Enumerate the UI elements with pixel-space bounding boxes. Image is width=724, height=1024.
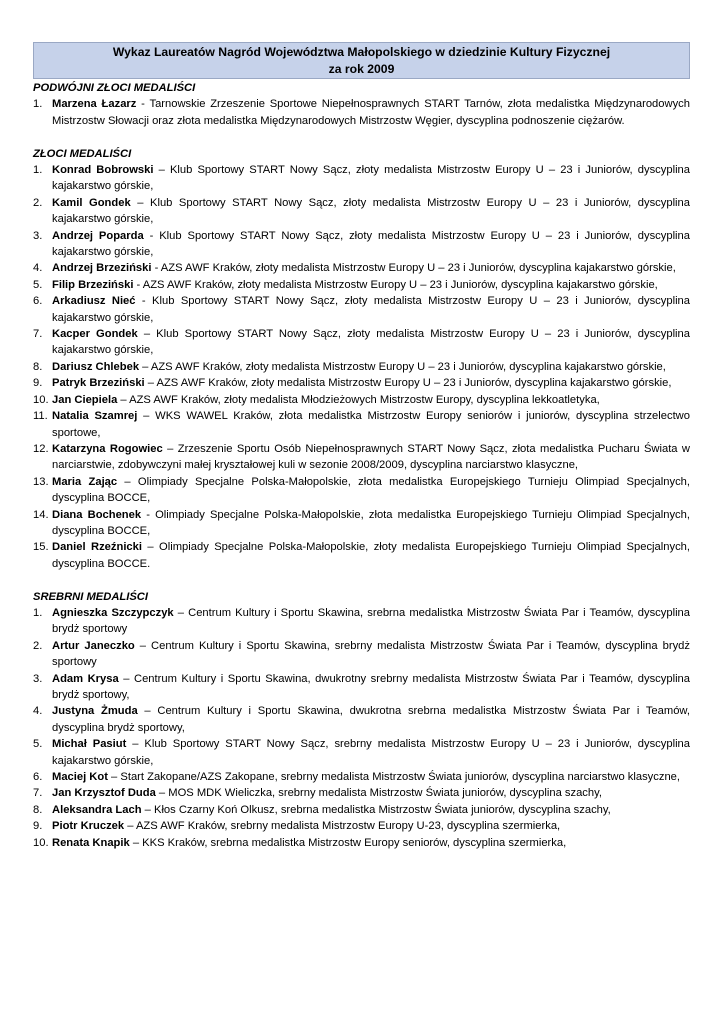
laureate-name: Agnieszka Szczypczyk — [52, 606, 174, 619]
list-item — [33, 441, 690, 474]
laureate-description: – Centrum Kultury i Sportu Skawina, srebrna medalistka Mistrzostw Świata Par i Teamów, dyscyplina brydż sportowy — [52, 606, 691, 636]
list-item — [33, 507, 690, 540]
laureate-name: Konrad Bobrowski — [52, 164, 154, 177]
item-number: 11. — [33, 410, 48, 423]
section-header: SREBRNI MEDALIŚCI — [33, 590, 148, 603]
section — [33, 146, 690, 573]
laureate-description: – Klub Sportowy START Nowy Sącz, złoty medalista Mistrzostw Europy U – 23 i Juniorów, dyscyplina kajakarstwo górskie, — [52, 328, 690, 357]
list-item — [33, 277, 690, 293]
item-number: 1. — [33, 164, 43, 177]
item-number: 5. — [33, 738, 43, 751]
laureate-name: Maria Zając — [52, 475, 118, 488]
laureate-name: Marzena Łazarz — [52, 98, 137, 111]
list-item — [33, 802, 690, 818]
laureate-name: Kacper Gondek — [52, 328, 138, 341]
item-number: 6. — [33, 295, 43, 308]
laureate-description: – Klub Sportowy START Nowy Sącz, srebrny medalista Mistrzostw Europy U – 23 i Juniorów, dyscyplina kajakarstwo górskie, — [52, 738, 691, 767]
title-line-1: Wykaz Laureatów Nagród Województwa Małopolskiego w dziedzinie Kultury Fizycznej — [112, 45, 611, 59]
entry-list — [33, 605, 690, 851]
item-number: 10. — [33, 393, 49, 406]
laureate-name: Renata Knapik — [52, 836, 130, 849]
list-item — [33, 96, 690, 129]
item-number: 13. — [33, 475, 49, 488]
item-number: 8. — [33, 803, 43, 816]
item-number: 15. — [33, 541, 49, 554]
item-number: 1. — [33, 98, 43, 111]
laureate-name: Jan Ciepiela — [52, 393, 118, 406]
laureate-name: Maciej Kot — [52, 771, 108, 784]
list-item — [33, 736, 690, 769]
laureate-description: - Olimpiady Specjalne Polska-Małopolskie, złota medalistka Europejskiego Turnieju Olimpiad Specjalnych, dyscyplina BOCCE, — [52, 508, 690, 537]
item-number: 7. — [33, 787, 43, 800]
item-number: 4. — [33, 262, 43, 275]
laureate-description: - Tarnowskie Zrzeszenie Sportowe Niepełnosprawnych START Tarnów, złota medalistka Międzynarodowych Mistrzostw Słowacji oraz złota medalistka Międzynarodowych Mistrzostw Węgier, dyscyplina podnoszenie ciężarów. — [52, 98, 690, 127]
laureate-name: Piotr Kruczek — [52, 820, 125, 833]
item-number: 9. — [33, 377, 43, 390]
list-item — [33, 392, 690, 408]
laureate-description: – Kłos Czarny Koń Olkusz, srebrna medalistka Mistrzostw Świata juniorów, dyscyplina szachy, — [141, 803, 611, 816]
laureate-description: – Klub Sportowy START Nowy Sącz, złoty medalista Mistrzostw Europy U – 23 i Juniorów, dyscyplina kajakarstwo górskie, — [52, 164, 691, 193]
laureate-name: Natalia Szamrej — [52, 410, 138, 423]
laureate-description: – Centrum Kultury i Sportu Skawina, srebrny medalista Mistrzostw Świata Par i Teamów, dyscyplina brydż sportowy — [52, 639, 690, 669]
list-item — [33, 326, 690, 359]
item-number: 3. — [33, 672, 43, 685]
laureate-name: Justyna Żmuda — [52, 705, 138, 718]
list-item — [33, 228, 690, 261]
list-item — [33, 703, 690, 736]
list-item — [33, 260, 690, 276]
item-number: 3. — [33, 229, 43, 242]
title-line-2: za rok 2009 — [328, 62, 395, 76]
list-item — [33, 605, 690, 638]
laureate-description: – AZS AWF Kraków, złoty medalista Mistrzostw Europy U – 23 i Juniorów, dyscyplina kajakarstwo górskie, — [139, 360, 666, 373]
laureate-description: – Start Zakopane/AZS Zakopane, srebrny medalista Mistrzostw Świata juniorów, dyscyplina narciarstwo klasyczne, — [107, 771, 681, 784]
laureate-name: Katarzyna Rogowiec — [52, 442, 163, 455]
section — [33, 80, 690, 129]
laureate-name: Andrzej Brzeziński — [52, 262, 152, 275]
list-item — [33, 408, 690, 441]
laureate-name: Kamil Gondek — [52, 196, 131, 209]
laureate-name: Adam Krysa — [52, 672, 119, 685]
section-header: ZŁOCI MEDALIŚCI — [33, 147, 132, 160]
laureate-name: Jan Krzysztof Duda — [52, 787, 156, 800]
item-number: 7. — [33, 328, 43, 341]
list-item — [33, 835, 690, 851]
laureate-description: – Centrum Kultury i Sportu Skawina, dwukrotny srebrny medalista Mistrzostw Świata Par i Teamów, dyscyplina brydż sportowy, — [52, 672, 691, 701]
laureate-description: – MOS MDK Wieliczka, srebrny medalista Mistrzostw Świata juniorów, dyscyplina szachy, — [155, 787, 602, 800]
laureate-description: – Centrum Kultury i Sportu Skawina, dwukrotna srebrna medalistka Mistrzostw Świata Par i Teamów, dyscyplina brydż sportowy, — [52, 705, 690, 734]
laureate-description: - AZS AWF Kraków, złoty medalista Mistrzostw Europy U – 23 i Juniorów, dyscyplina kajakarstwo górskie, — [151, 262, 676, 275]
laureate-name: Michał Pasiut — [52, 738, 127, 751]
laureate-description: - Klub Sportowy START Nowy Sącz, złoty medalista Mistrzostw Europy U – 23 i Juniorów, dyscyplina kajakarstwo górskie, — [52, 295, 690, 324]
item-number: 10. — [33, 836, 49, 849]
item-number: 9. — [33, 820, 43, 833]
laureate-name: Filip Brzeziński — [52, 278, 134, 291]
laureate-name: Artur Janeczko — [52, 639, 135, 652]
section — [33, 589, 690, 852]
laureate-description: – Olimpiady Specjalne Polska-Małopolskie, złota medalistka Europejskiego Turnieju Olimpiad Specjalnych, dyscyplina BOCCE, — [52, 475, 690, 505]
item-number: 8. — [33, 360, 43, 373]
list-item — [33, 293, 690, 326]
entry-list — [33, 96, 690, 129]
laureate-description: – AZS AWF Kraków, srebrny medalista Mistrzostw Europy U-23, dyscyplina szermierka, — [124, 820, 561, 833]
list-item — [33, 375, 690, 391]
laureate-description: – Zrzeszenie Sportu Osób Niepełnosprawnych START Nowy Sącz, złota medalistka Pucharu Świata w narciarstwie, zdobywczyni małej kryształowej kuli w sezonie 2008/2009, dyscyplina narciarstwo klasyczne, — [52, 442, 691, 472]
laureate-name: Aleksandra Lach — [52, 803, 142, 816]
item-number: 1. — [33, 606, 43, 619]
laureate-description: - Klub Sportowy START Nowy Sącz, złoty medalista Mistrzostw Europy U – 23 i Juniorów, dyscyplina kajakarstwo górskie, — [52, 229, 690, 259]
laureate-description: – Klub Sportowy START Nowy Sącz, złoty medalista Mistrzostw Europy U – 23 i Juniorów, dyscyplina kajakarstwo górskie, — [52, 196, 690, 226]
list-item — [33, 671, 690, 704]
list-item — [33, 162, 690, 195]
document-content — [33, 80, 690, 867]
laureate-description: - AZS AWF Kraków, złoty medalista Mistrzostw Europy U – 23 i Juniorów, dyscyplina kajakarstwo górskie, — [133, 278, 658, 291]
item-number: 6. — [33, 771, 43, 784]
laureate-name: Daniel Rzeźnicki — [52, 541, 142, 554]
list-item — [33, 638, 690, 671]
list-item — [33, 785, 690, 801]
item-number: 2. — [33, 639, 43, 652]
laureate-description: – AZS AWF Kraków, złoty medalista Mistrzostw Europy U – 23 i Juniorów, dyscyplina kajakarstwo górskie, — [144, 377, 672, 390]
laureate-name: Diana Bochenek — [52, 508, 142, 521]
laureate-name: Patryk Brzeziński — [52, 377, 145, 390]
laureate-description: – WKS WAWEL Kraków, złota medalistka Mistrzostw Europy seniorów i juniorów, dyscyplina strzelectwo sportowe, — [52, 410, 690, 439]
item-number: 5. — [33, 278, 43, 291]
list-item — [33, 769, 690, 785]
list-item — [33, 359, 690, 375]
list-item — [33, 539, 690, 572]
document-title — [33, 42, 690, 79]
laureate-name: Andrzej Poparda — [52, 229, 144, 242]
item-number: 14. — [33, 508, 49, 521]
laureate-description: – KKS Kraków, srebrna medalistka Mistrzostw Europy seniorów, dyscyplina szermierka, — [129, 836, 567, 849]
laureate-name: Arkadiusz Nieć — [52, 295, 136, 308]
item-number: 2. — [33, 196, 43, 209]
entry-list — [33, 162, 690, 572]
list-item — [33, 474, 690, 507]
list-item — [33, 195, 690, 228]
item-number: 4. — [33, 705, 43, 718]
section-header: PODWÓJNI ZŁOCI MEDALIŚCI — [33, 82, 196, 94]
laureate-description: – AZS AWF Kraków, złoty medalista Młodzieżowych Mistrzostw Europy, dyscyplina lekkoatletyka, — [117, 393, 600, 406]
item-number: 12. — [33, 442, 49, 455]
laureate-name: Dariusz Chlebek — [52, 360, 140, 373]
list-item — [33, 818, 690, 834]
laureate-description: – Olimpiady Specjalne Polska-Małopolskie, złoty medalista Europejskiego Turnieju Olimpiad Specjalnych, dyscyplina BOCCE. — [52, 541, 690, 570]
